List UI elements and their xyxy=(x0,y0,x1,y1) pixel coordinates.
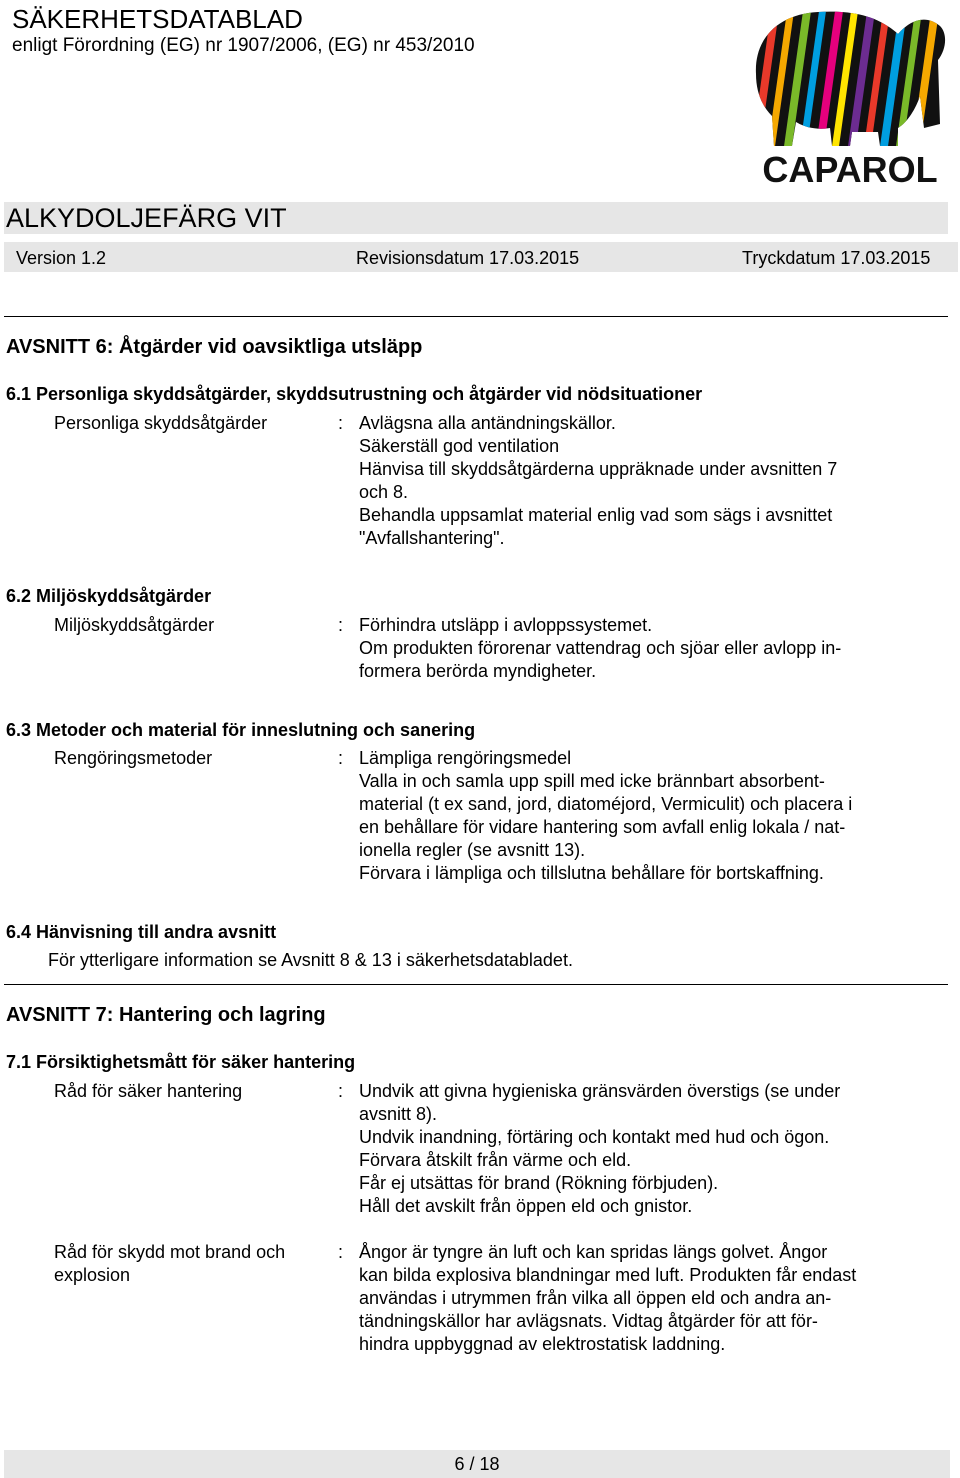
personal-protection-label: Personliga skyddsåtgärder xyxy=(54,413,268,433)
fire-protection-label: Råd för skydd mot brand och explosion xyxy=(54,1242,286,1285)
version-bar xyxy=(4,242,958,272)
subsection-7-1-title: 7.1 Försiktighetsmått för säker hantering xyxy=(6,1052,356,1072)
fire-protection-value: Ångor är tyngre än luft och kan spridas längs golvet. Ångor kan bilda explosiva blandningar med luft. Produkten får endast användas i utrymmen från vilka all öppen eld och andra an- tändningskällor har avlägsnats. Vidtag åtgärder för att för- hindra uppbyggnad av elektrostatisk laddning. xyxy=(359,1242,857,1354)
version-label: Version 1.2 xyxy=(16,248,107,268)
personal-protection-value: Avlägsna alla antändningskällor. Säkerställ god ventilation Hänvisa till skyddsåtgärderna uppräknade under avsnitten 7 och 8. Behandla uppsamlat material enlig vad som sägs i avsnittet "Avfallshantering". xyxy=(359,413,838,548)
colon: : xyxy=(338,748,344,768)
document-title: SÄKERHETSDATABLAD xyxy=(12,4,303,34)
section-divider xyxy=(4,984,948,985)
cleaning-methods-value: Lämpliga rengöringsmedel Valla in och samla upp spill med icke brännbart absorbent- material (t ex sand, jord, diatoméjord, Vermiculit) och placera i en behållare för vidare hantering som avfall enlig lokala / nat- ionella regler (se avsnitt 13). Förvara i lämpliga och tillslutna behållare för bortskaffning. xyxy=(359,748,853,883)
revision-date: Revisionsdatum 17.03.2015 xyxy=(356,248,580,268)
section-6-title: AVSNITT 6: Åtgärder vid oavsiktliga utsläpp xyxy=(6,336,423,358)
caparol-logo xyxy=(748,4,952,190)
subsection-6-1-title: 6.1 Personliga skyddsåtgärder, skyddsutrustning och åtgärder vid nödsituationer xyxy=(6,384,703,404)
product-name: ALKYDOLJEFÄRG VIT xyxy=(6,203,287,233)
logo-wordmark: CAPAROL xyxy=(762,149,938,190)
section-7-title: AVSNITT 7: Hantering och lagring xyxy=(6,1004,326,1026)
regulation-subtitle: enligt Förordning (EG) nr 1907/2006, (EG) nr 453/2010 xyxy=(12,35,475,56)
colon: : xyxy=(338,615,344,635)
colon: : xyxy=(338,1242,344,1262)
environment-label: Miljöskyddsåtgärder xyxy=(54,615,215,635)
subsection-6-3-title: 6.3 Metoder och material för inneslutning och sanering xyxy=(6,720,476,740)
section-divider xyxy=(4,316,948,317)
subsection-6-4-title: 6.4 Hänvisning till andra avsnitt xyxy=(6,922,277,942)
safe-handling-value: Undvik att givna hygieniska gränsvärden överstigs (se under avsnitt 8). Undvik inandning, förtäring och kontakt med hud och ögon. Förvara åtskilt från värme och eld. Får ej utsättas för brand (Rökning förbjuden). Håll det avskilt från öppen eld och gnistor. xyxy=(359,1081,841,1216)
colon: : xyxy=(338,413,344,433)
colon: : xyxy=(338,1081,344,1101)
environment-value: Förhindra utsläpp i avloppssystemet. Om produkten förorenar vattendrag och sjöar eller avlopp in- formera berörda myndigheter. xyxy=(359,615,842,681)
elephant-logo-icon xyxy=(748,4,952,190)
cleaning-methods-label: Rengöringsmetoder xyxy=(54,748,213,768)
print-date: Tryckdatum 17.03.2015 xyxy=(742,248,931,268)
subsection-6-2-title: 6.2 Miljöskyddsåtgärder xyxy=(6,586,212,606)
reference-text: För ytterligare information se Avsnitt 8 & 13 i säkerhetsdatabladet. xyxy=(48,950,573,970)
page-number: 6 / 18 xyxy=(454,1454,500,1474)
safe-handling-label: Råd för säker hantering xyxy=(54,1081,243,1101)
